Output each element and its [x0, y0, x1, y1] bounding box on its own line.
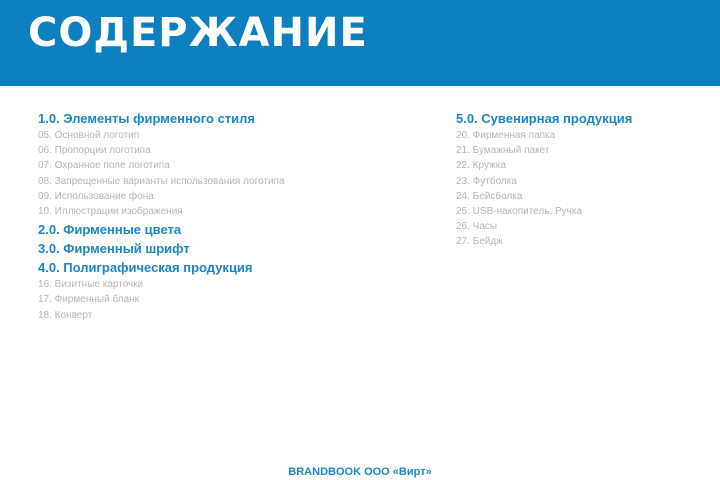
- toc-item[interactable]: 17. Фирменный бланк: [38, 294, 140, 306]
- toc-item-list: [38, 277, 398, 323]
- toc-item[interactable]: 05. Основной логотип: [38, 130, 140, 141]
- header-banner: [0, 0, 720, 86]
- toc-item[interactable]: 26. Часы: [456, 221, 498, 233]
- toc-item[interactable]: 10. Иллюстрации изображения: [38, 206, 183, 218]
- toc-section-title[interactable]: 4.0. Полиграфическая продукция: [38, 260, 253, 276]
- toc-left-column: [38, 110, 398, 325]
- toc-item[interactable]: 25. USB-накопитель, Ручка: [456, 206, 583, 218]
- toc-section-title[interactable]: 2.0. Фирменные цвета: [38, 222, 182, 238]
- toc-right-column: [456, 110, 696, 252]
- toc-item[interactable]: 23. Футболка: [456, 175, 517, 187]
- toc-item[interactable]: 09. Использование фона: [38, 190, 154, 202]
- footer-brand-text: BRANDBOOK ООО «Вирт»: [288, 466, 432, 478]
- toc-item[interactable]: 08. Запрещенные варианты использования логотипа: [38, 175, 285, 187]
- page-title: СОДЕРЖАНИЕ: [28, 10, 368, 56]
- toc-section-title[interactable]: 5.0. Сувенирная продукция: [456, 111, 633, 126]
- toc-item[interactable]: 24. Бейсболка: [456, 190, 523, 202]
- toc-item[interactable]: 20. Фирменная папка: [456, 130, 556, 141]
- toc-item[interactable]: 06. Пропорции логотипа: [38, 145, 151, 157]
- toc-item[interactable]: 16. Визитные карточки: [38, 279, 144, 291]
- toc-item-list: [456, 128, 696, 250]
- toc-item[interactable]: 22. Кружка: [456, 160, 506, 172]
- toc-item[interactable]: 18. Конверт: [38, 309, 93, 321]
- toc-section-title[interactable]: 1.0. Элементы фирменного стиля: [38, 111, 256, 126]
- toc-item[interactable]: 21. Бумажный пакет: [456, 145, 550, 157]
- toc-item[interactable]: 07. Охранное поле логотипа: [38, 160, 170, 172]
- toc-item-list: [38, 128, 398, 219]
- toc-item[interactable]: 27. Бейдж: [456, 236, 503, 248]
- toc-section-title[interactable]: 3.0. Фирменный шрифт: [38, 241, 190, 257]
